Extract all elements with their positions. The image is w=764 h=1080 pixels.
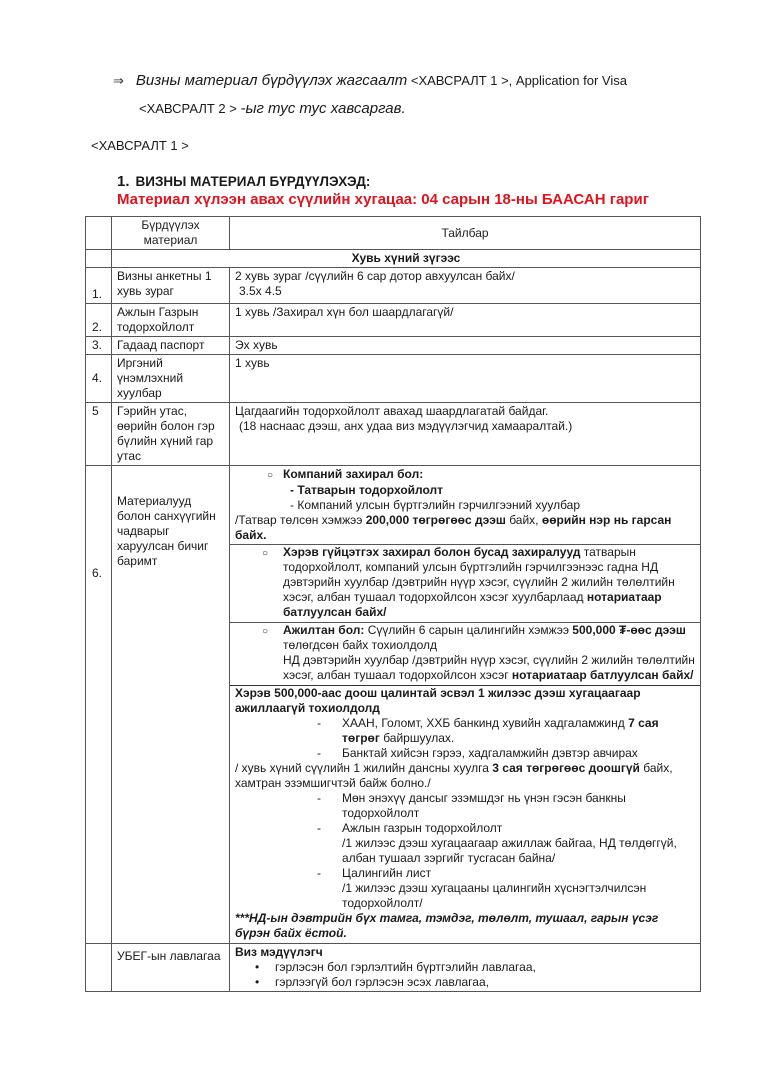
intro-plain-text: <ХАВСРАЛТ 1 >, Application for Visa xyxy=(407,73,627,88)
row-number xyxy=(86,944,112,992)
desc-line: 3.5x 4.5 xyxy=(239,284,282,298)
row-description: 1 хувь /Захирал хүн бол шаардлагагүй/ xyxy=(230,304,701,337)
dash-item: - Цалингийн лист /1 жилээс дээш хугацааны цалингийн хүснэгтэлчилсэн тодорхойлолт/ xyxy=(317,866,647,910)
bullet-item: • гэрлээгүй бол гэрлэсэн эсэх лавлагаа, xyxy=(255,975,489,989)
dash-item: - Мөн энэхүү дансыг эзэмшдэг нь үнэн гэсэн банкны тодорхойлолт xyxy=(317,791,626,820)
block-title: Компаний захирал бол: xyxy=(283,467,424,481)
header-description: Тайлбар xyxy=(230,217,701,250)
block-text: НД дэвтэрийн хуулбар /дэвтрийн нүүр хэсэг, сүүлийн 2 жилийн төлөлтийн хэсэг, албан тушаал тодорхойлсон хэсэг xyxy=(283,653,695,682)
header-material: Бүрдүүлэх материал xyxy=(112,217,230,250)
row-material: УБЕГ-ын лавлагаа xyxy=(112,944,230,992)
block-note: /Татвар төлсөн хэмжээ 200,000 төгрөгөөс дээш байх, өөрийн нэр нь гарсан байх. xyxy=(235,513,672,542)
intro-line-1 xyxy=(113,72,627,89)
desc-line: Цагдаагийн тодорхойлолт авахад шаардлагатай байдаг. xyxy=(235,404,549,418)
table-row-civil-registry xyxy=(86,944,701,992)
section-row xyxy=(86,250,701,268)
block-note: / хувь хүний сүүлийн 1 жилийн дансны хуулга 3 сая төгрөгөөс доошгүй байх, хамтран эзэмшигчтэй байж болно./ xyxy=(235,761,673,790)
row-number: 5 xyxy=(86,403,112,466)
block-text: татварын тодорхойлолт, компаний улсын бүртгэлийн гэрчилгээнээс гадна НД дэвтэрийн хуулбар /дэвтрийн нүүр хэсэг, сүүлийн 2 жилийн төлөлтийн хэсэг, албан тушаал тодорхойлсон хэсэг хуулбарлаад xyxy=(283,545,675,604)
block-item: - Компаний улсын бүртгэлийн гэрчилгээний хуулбар xyxy=(290,498,581,512)
dash-item: - Ажлын газрын тодорхойлолт /1 жилээс дээш хугацаагаар ажиллаж байгаа, НД төлдөггүй, албан тушаал зэргийг тусгасан байна/ xyxy=(317,821,677,865)
block-item: - Татварын тодорхойлолт xyxy=(290,483,444,497)
block-text-bold: нотариатаар батлуулсан байх/ xyxy=(511,668,694,682)
visa-materials-table xyxy=(85,216,701,992)
block-employee: ○ Ажилтан бол: Сүүлийн 6 сарын цалингийн хэмжээ 500,000 ₮-өөс дээш төлөгдсөн байх тохиолдолд НД дэвтэрийн хуулбар /дэвтрийн нүүр хэсэг, сүүлийн 2 жилийн төлөлтийн хэсэг, албан тушаал тодорхойлсон хэсэг нотариатаар батлуулсан байх/ xyxy=(230,622,700,685)
row-material: Ажлын Газрын тодорхойлолт xyxy=(112,304,230,337)
block-text-bold: нотариатаар батлуулсан байх/ xyxy=(283,590,662,619)
row-material: Иргэний үнэмлэхний хуулбар xyxy=(112,355,230,403)
arrow-right-icon: ⇒ xyxy=(113,73,124,88)
block-title: Хэрэв гүйцэтгэх захирал болон бусад захиралууд xyxy=(283,545,581,559)
circle-bullet-icon: ○ xyxy=(261,548,269,559)
block-title: Ажилтан бол: xyxy=(283,623,365,637)
bullet-item: • гэрлэсэн бол гэрлэлтийн бүртгэлийн лавлагаа, xyxy=(255,960,536,974)
table-row xyxy=(86,268,701,304)
row-description xyxy=(230,403,701,466)
desc-line: 2 хувь зураг /сүүлийн 6 сар дотор авхуулсан байх/ xyxy=(235,269,515,283)
footer-note: ***НД-ын дэвтрийн бүх тамга, тэмдэг, төлөлт, тушаал, гарын үсэг бүрэн байх ёстой. xyxy=(235,911,659,940)
table-row xyxy=(86,355,701,403)
row-number: 2. xyxy=(86,304,112,337)
row-description: 1 хувь xyxy=(230,355,701,403)
table-row xyxy=(86,337,701,355)
row-number: 3. xyxy=(86,337,112,355)
section-title-cell: Хувь хүний зүгээс xyxy=(112,250,701,268)
header-num-cell xyxy=(86,217,112,250)
row-number: 1. xyxy=(86,268,112,304)
deadline-notice: Материал хүлээн авах сүүлийн хугацаа: 04 сарын 18-ны БААСАН гариг xyxy=(117,191,649,208)
block-company-director xyxy=(235,466,695,544)
intro-italic-text: Визны материал бүрдүүлэх жагсаалт xyxy=(135,72,408,89)
row-material: Материалууд болон санхүүгийн чадварыг харуулсан бичиг баримт xyxy=(112,466,230,944)
row-number: 4. xyxy=(86,355,112,403)
annex-label: <ХАВСРАЛТ 1 > xyxy=(91,138,189,153)
intro-annex-2-text: <ХАВСРАЛТ 2 > xyxy=(139,101,241,116)
section-title: ВИЗНЫ МАТЕРИАЛ БҮРДҮҮЛЭХЭД: xyxy=(135,174,371,189)
desc-line: (18 наснаас дээш, анх удаа виз мэдүүлэгчид хамааралтай.) xyxy=(239,419,573,433)
table-row xyxy=(86,403,701,466)
table-row-financial xyxy=(86,466,701,944)
row-material: Гэрийн утас, өөрийн болон гэр бүлийн хүний гар утас xyxy=(112,403,230,466)
section-num-cell xyxy=(86,250,112,268)
intro-line-2 xyxy=(139,100,406,117)
block-low-income xyxy=(230,685,700,943)
row-material: Визны анкетны 1 хувь зураг xyxy=(112,268,230,304)
section-heading xyxy=(117,173,370,190)
dash-item: - ХААН, Голомт, ХХБ банкинд хувийн хадгаламжинд 7 сая төгрөг байршуулах. xyxy=(317,716,659,745)
block-executive-directors xyxy=(230,544,700,622)
table-row xyxy=(86,304,701,337)
circle-bullet-icon: ○ xyxy=(266,470,274,481)
table-header-row xyxy=(86,217,701,250)
block-title: Виз мэдүүлэгч xyxy=(235,945,323,959)
section-number: 1. xyxy=(117,173,130,190)
row-description xyxy=(230,466,701,944)
bullet-icon: • xyxy=(255,960,260,974)
row-number: 6. xyxy=(86,466,112,944)
row-description xyxy=(230,944,701,992)
bullet-icon: • xyxy=(255,975,260,989)
circle-bullet-icon: ○ xyxy=(261,626,269,637)
row-description: Эх хувь xyxy=(230,337,701,355)
intro-italic-text-2: -ыг тус тус хавсаргав. xyxy=(240,100,406,117)
row-material: Гадаад паспорт xyxy=(112,337,230,355)
row-description xyxy=(230,268,701,304)
block-title: Хэрэв 500,000-аас доош цалинтай эсвэл 1 жилээс дээш хугацаагаар ажиллаагүй тохиолдолд xyxy=(235,686,641,715)
dash-item: - Банктай хийсэн гэрээ, хадгаламжийн дэвтэр авчирах xyxy=(317,746,638,760)
